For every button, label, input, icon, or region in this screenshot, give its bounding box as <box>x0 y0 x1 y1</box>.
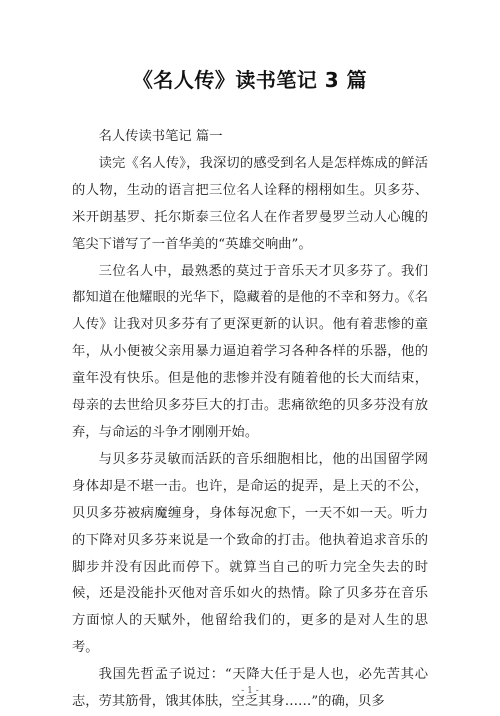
document-body <box>72 124 428 716</box>
paragraph-3: 与贝多芬灵敏而活跃的音乐细胞相比，他的出国留学网身体却是不堪一击。也许，是命运的捉弄，是上天的不公，贝贝多芬被病魔缠身，身体每况愈下，一天不如一天。听力的下降对贝多芬来说是一个致命的打击。他执着追求音乐的脚步并没有因此而停下。就算当自己的听力完全失去的时候，还是没能扑灭他对音乐如火的热情。除了贝多芬在音乐方面惊人的天赋外，他留给我们的，更多的是对人生的思考。 <box>72 451 428 656</box>
document-title: 《名人传》读书笔记 3 篇 <box>132 68 368 92</box>
page-number: - 1 - <box>241 686 259 696</box>
paragraph-2: 三位名人中，最熟悉的莫过于音乐天才贝多芬了。我们都知道在他耀眼的光华下，隐藏着的是他的不幸和努力。《名人传》让我对贝多芬有了更深更新的认识。他有着悲惨的童年，从小便被父亲用暴力逼迫着学习各种各样的乐器，他的童年没有快乐。但是他的悲惨并没有随着他的长大而结束，母亲的去世给贝多芬巨大的打击。悲痛欲绝的贝多芬没有放弃，与命运的斗争才刚刚开始。 <box>72 263 428 440</box>
paragraph-4: 我国先哲孟子说过：“天降大任于是人也，必先苦其心志，劳其筋骨，饿其体肤，空乏其身……”的确，贝多 <box>72 667 428 710</box>
paragraph-1: 读完《名人传》，我深切的感受到名人是怎样炼成的鲜活的人物，生动的语言把三位名人诠释的栩栩如生。贝多芬、米开朗基罗、托尔斯泰三位名人在作者罗曼罗兰动人心魄的笔尖下谱写了一首华美的“英雄交响曲”。 <box>72 155 428 252</box>
section-heading: 名人传读书笔记 篇一 <box>98 129 223 144</box>
